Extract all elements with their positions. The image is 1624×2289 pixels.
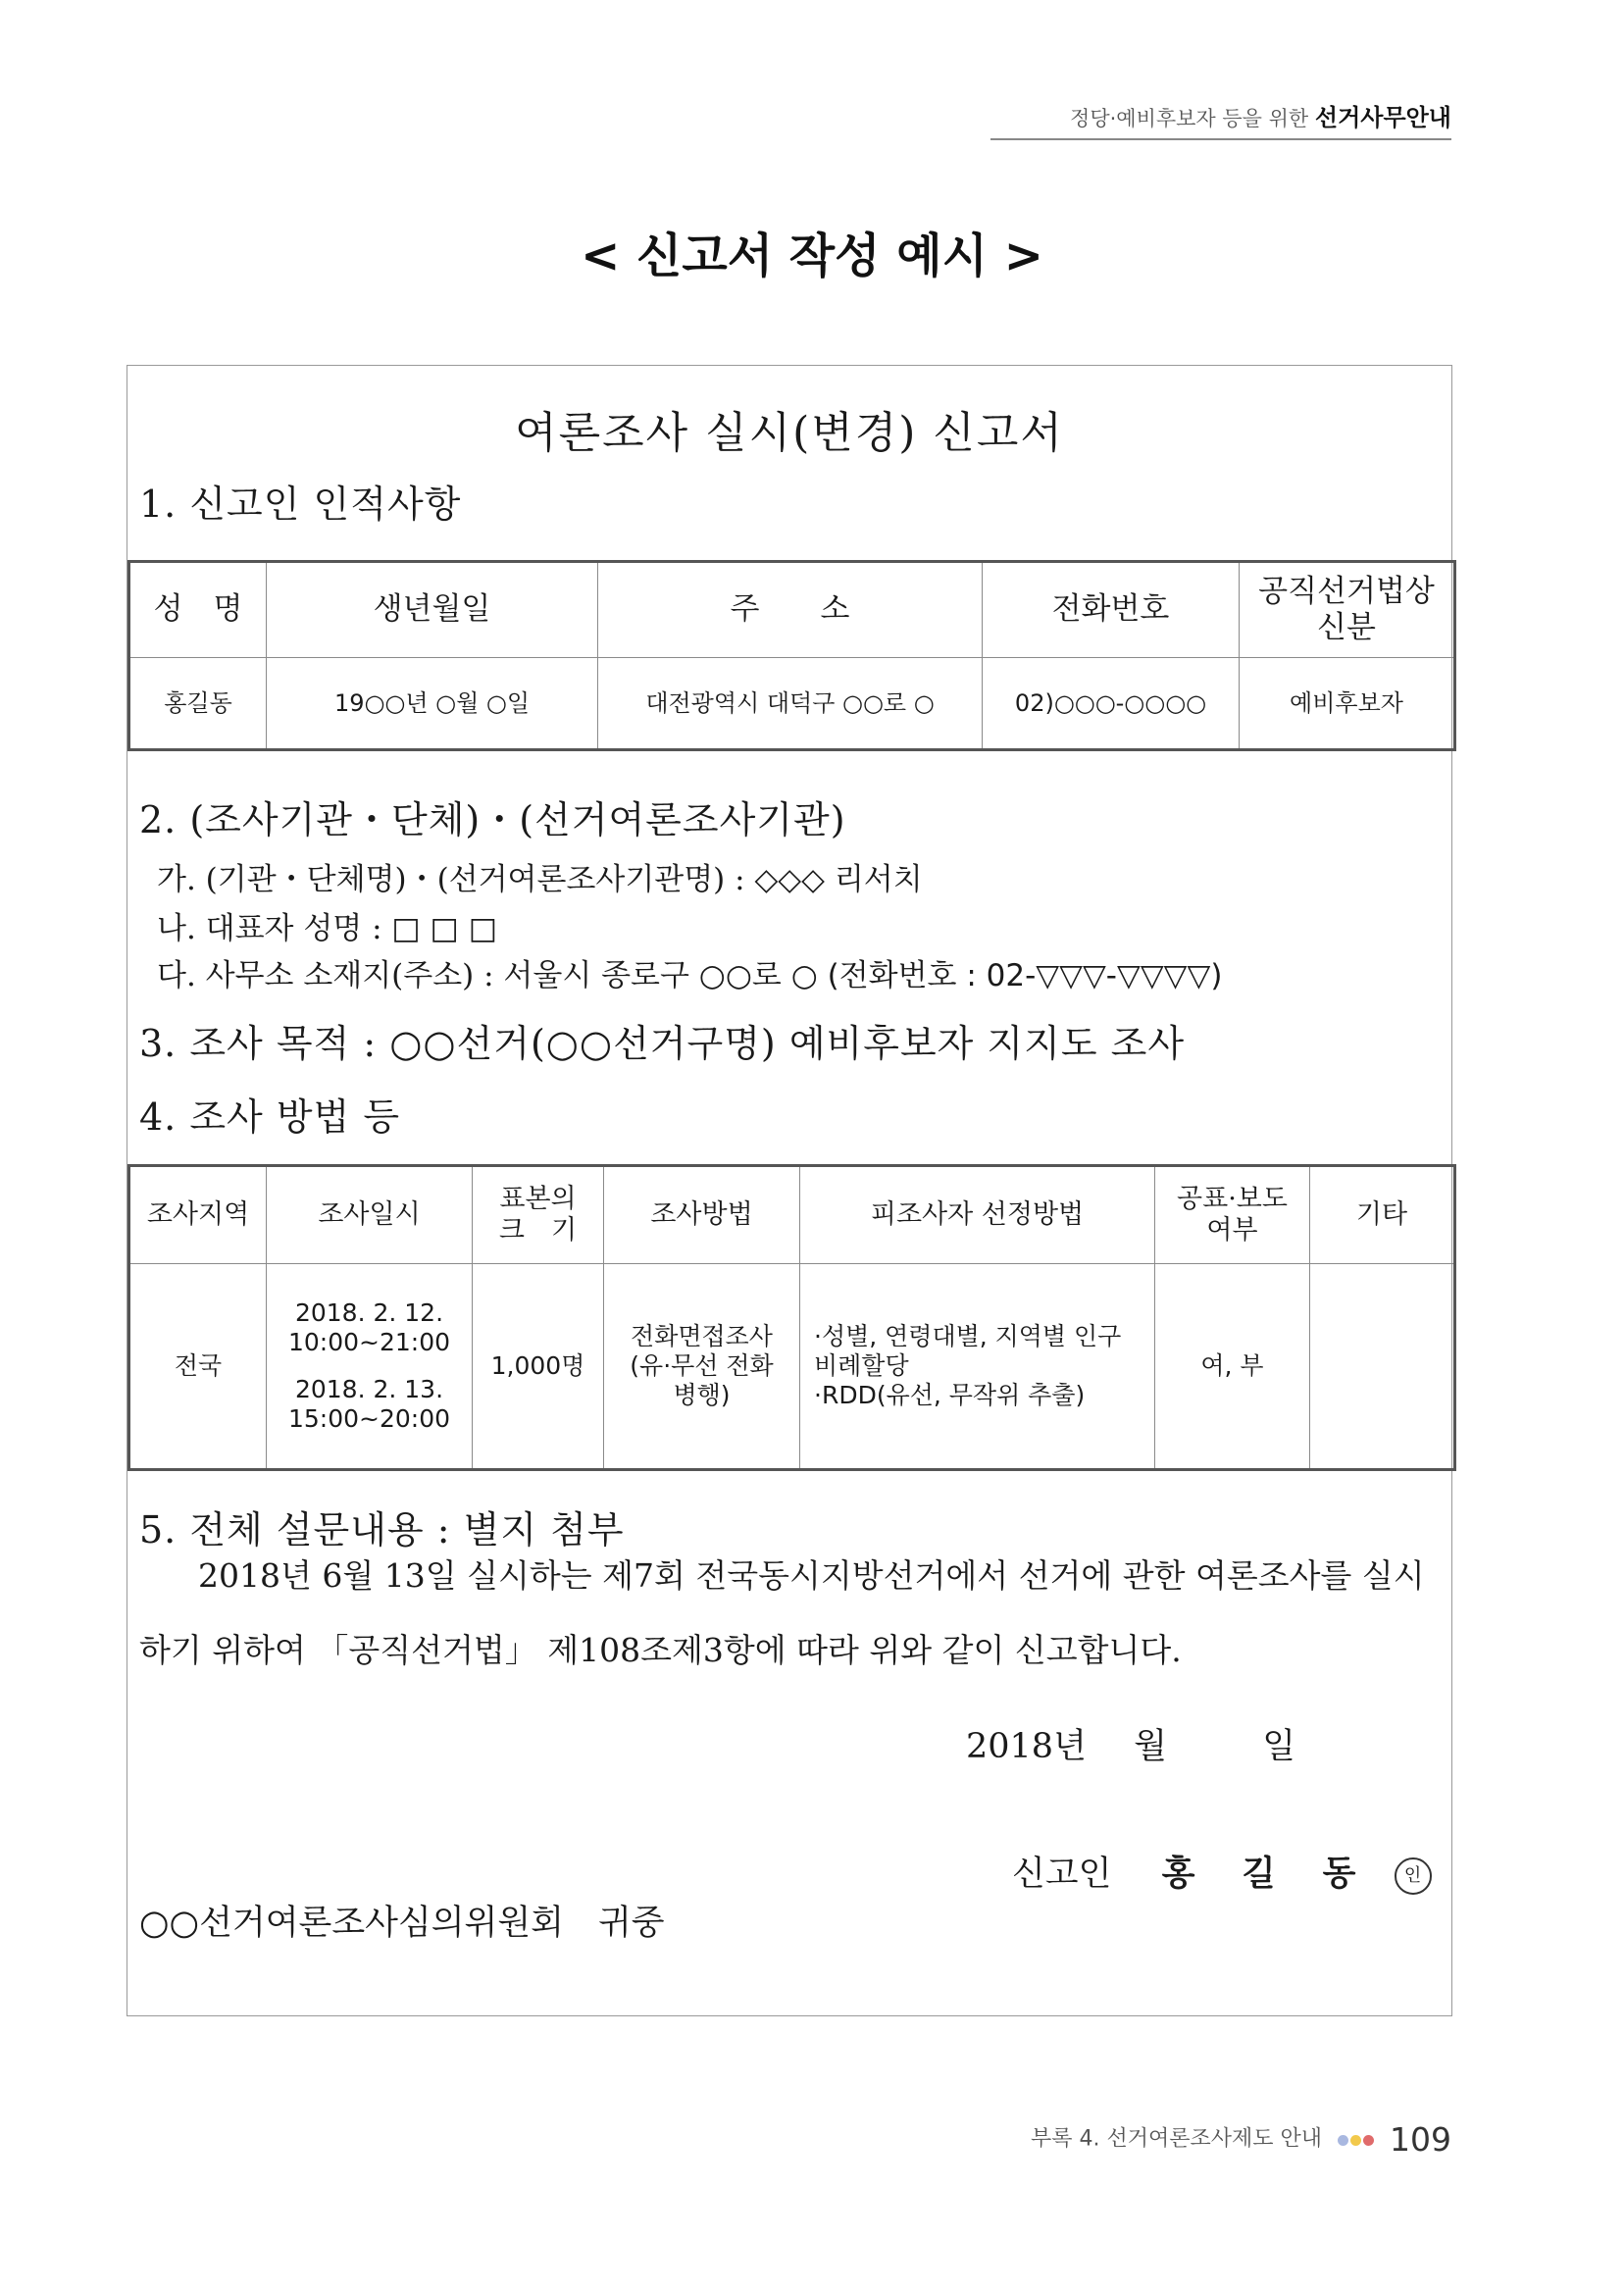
cell-birth: 19○○년 ○월 ○일: [267, 658, 598, 750]
section1-heading: 1. 신고인 인적사항: [139, 483, 462, 526]
selection-line1: ·성별, 연령대별, 지역별 인구: [814, 1322, 1122, 1350]
header-status-line2: 신분: [1317, 610, 1376, 645]
statement-line1: 2018년 6월 13일 실시하는 제7회 전국동시지방선거에서 선거에 관한 여론조사를 실시: [198, 1556, 1425, 1595]
date-day: 일: [1262, 1727, 1296, 1766]
running-header-prefix: 정당·예비후보자 등을 위한: [1070, 107, 1309, 130]
selection-line3: ·RDD(유선, 무작위 추출): [814, 1381, 1086, 1409]
header-selection: 피조사자 선정방법: [800, 1166, 1155, 1264]
section2-line-c: [157, 950, 1222, 994]
cell-phone: 02)○○○-○○○○: [983, 658, 1240, 750]
header-name: 성 명: [129, 562, 267, 658]
section2-heading: 2. (조사기관・단체)・(선거여론조사기관): [139, 798, 846, 841]
signer-name: 홍 길 동: [1161, 1855, 1374, 1894]
selection-line2: 비례할당: [814, 1351, 909, 1380]
method-line2: (유·무선 전화: [630, 1351, 774, 1380]
report-date: [966, 1719, 1295, 1768]
cell-selection: [800, 1264, 1155, 1470]
method-line3: 병행): [673, 1381, 731, 1409]
header-publish: [1155, 1166, 1310, 1264]
footer-dots-icon: [1337, 2127, 1375, 2152]
section2-line-a: [157, 854, 923, 898]
header-method: 조사방법: [604, 1166, 800, 1264]
survey-method-table: [127, 1164, 1456, 1471]
running-header-title: 선거사무안내: [1314, 104, 1451, 131]
method-line1: 전화면접조사: [631, 1322, 773, 1350]
header-birth: 생년월일: [267, 562, 598, 658]
cell-sample: 1,000명: [473, 1264, 604, 1470]
header-publish-line2: 여부: [1206, 1215, 1258, 1246]
cell-address: 대전광역시 대덕구 ○○로 ○: [598, 658, 983, 750]
header-region: 조사지역: [129, 1166, 267, 1264]
dot-1: [1338, 2135, 1348, 2146]
datetime-1-time: 10:00~21:00: [287, 1328, 451, 1356]
cell-status: 예비후보자: [1240, 658, 1455, 750]
line-b-label: 나. 대표자 성명 :: [157, 911, 382, 946]
footer-text: 부록 4. 선거여론조사제도 안내: [1031, 2126, 1322, 2152]
line-b-value: □ □ □: [391, 911, 497, 946]
reporter-table: [127, 560, 1456, 751]
reporter-table-header: [129, 562, 1455, 658]
cell-name: 홍길동: [129, 658, 267, 750]
section5-heading: 5. 전체 설문내용 : 별지 첨부: [139, 1508, 625, 1551]
report-form: [127, 365, 1452, 2016]
addressee: ○○선거여론조사심의위원회 귀중: [139, 1904, 665, 1943]
cell-region: 전국: [129, 1264, 267, 1470]
header-address: 주 소: [598, 562, 983, 658]
cell-method: [604, 1264, 800, 1470]
survey-table-header: [129, 1166, 1455, 1264]
header-sample: [473, 1166, 604, 1264]
survey-table-row: [129, 1264, 1455, 1470]
reporter-table-row: [129, 658, 1455, 750]
section3-heading: 3. 조사 목적 : ○○선거(○○선거구명) 예비후보자 지지도 조사: [139, 1022, 1186, 1065]
line-c-value: 서울시 종로구 ○○로 ○ (전화번호 : 02-▽▽▽-▽▽▽▽): [503, 958, 1223, 993]
header-sample-line2: 크 기: [498, 1215, 578, 1246]
section4-heading: 4. 조사 방법 등: [139, 1095, 401, 1139]
cell-datetime: [267, 1264, 473, 1470]
cell-etc: [1310, 1264, 1455, 1470]
header-publish-line1: 공표·보도: [1177, 1183, 1288, 1214]
seal-icon: 인: [1395, 1857, 1432, 1895]
header-status: [1240, 562, 1455, 658]
date-month: 월: [1134, 1727, 1167, 1766]
page-number: 109: [1390, 2120, 1451, 2159]
datetime-2-time: 15:00~20:00: [287, 1404, 451, 1433]
form-title: 여론조사 실시(변경) 신고서: [515, 408, 1064, 458]
date-year: 2018년: [966, 1727, 1087, 1766]
datetime-2-date: 2018. 2. 13.: [294, 1375, 444, 1403]
header-phone: 전화번호: [983, 562, 1240, 658]
running-header: [990, 98, 1451, 140]
signer-label: 신고인: [1012, 1855, 1112, 1894]
header-datetime: 조사일시: [267, 1166, 473, 1264]
datetime-1-date: 2018. 2. 12.: [294, 1298, 444, 1327]
line-c-label: 다. 사무소 소재지(주소) :: [157, 958, 494, 993]
page-title: < 신고서 작성 예시 >: [581, 229, 1043, 283]
statement-line2: 하기 위하여 「공직선거법」 제108조제3항에 따라 위와 같이 신고합니다.: [139, 1631, 1182, 1669]
page-footer: [990, 2120, 1451, 2159]
section2-line-b: [157, 903, 497, 947]
line-a-value: ◇◇◇ 리서치: [754, 862, 923, 897]
header-sample-line1: 표본의: [499, 1183, 577, 1214]
line-a-label: 가. (기관・단체명)・(선거여론조사기관명) :: [157, 862, 745, 897]
dot-2: [1350, 2135, 1361, 2146]
header-status-line1: 공직선거법상: [1258, 573, 1435, 609]
header-etc: 기타: [1310, 1166, 1455, 1264]
cell-publish: 여, 부: [1155, 1264, 1310, 1470]
signer: [1012, 1847, 1432, 1896]
dot-3: [1363, 2135, 1374, 2146]
